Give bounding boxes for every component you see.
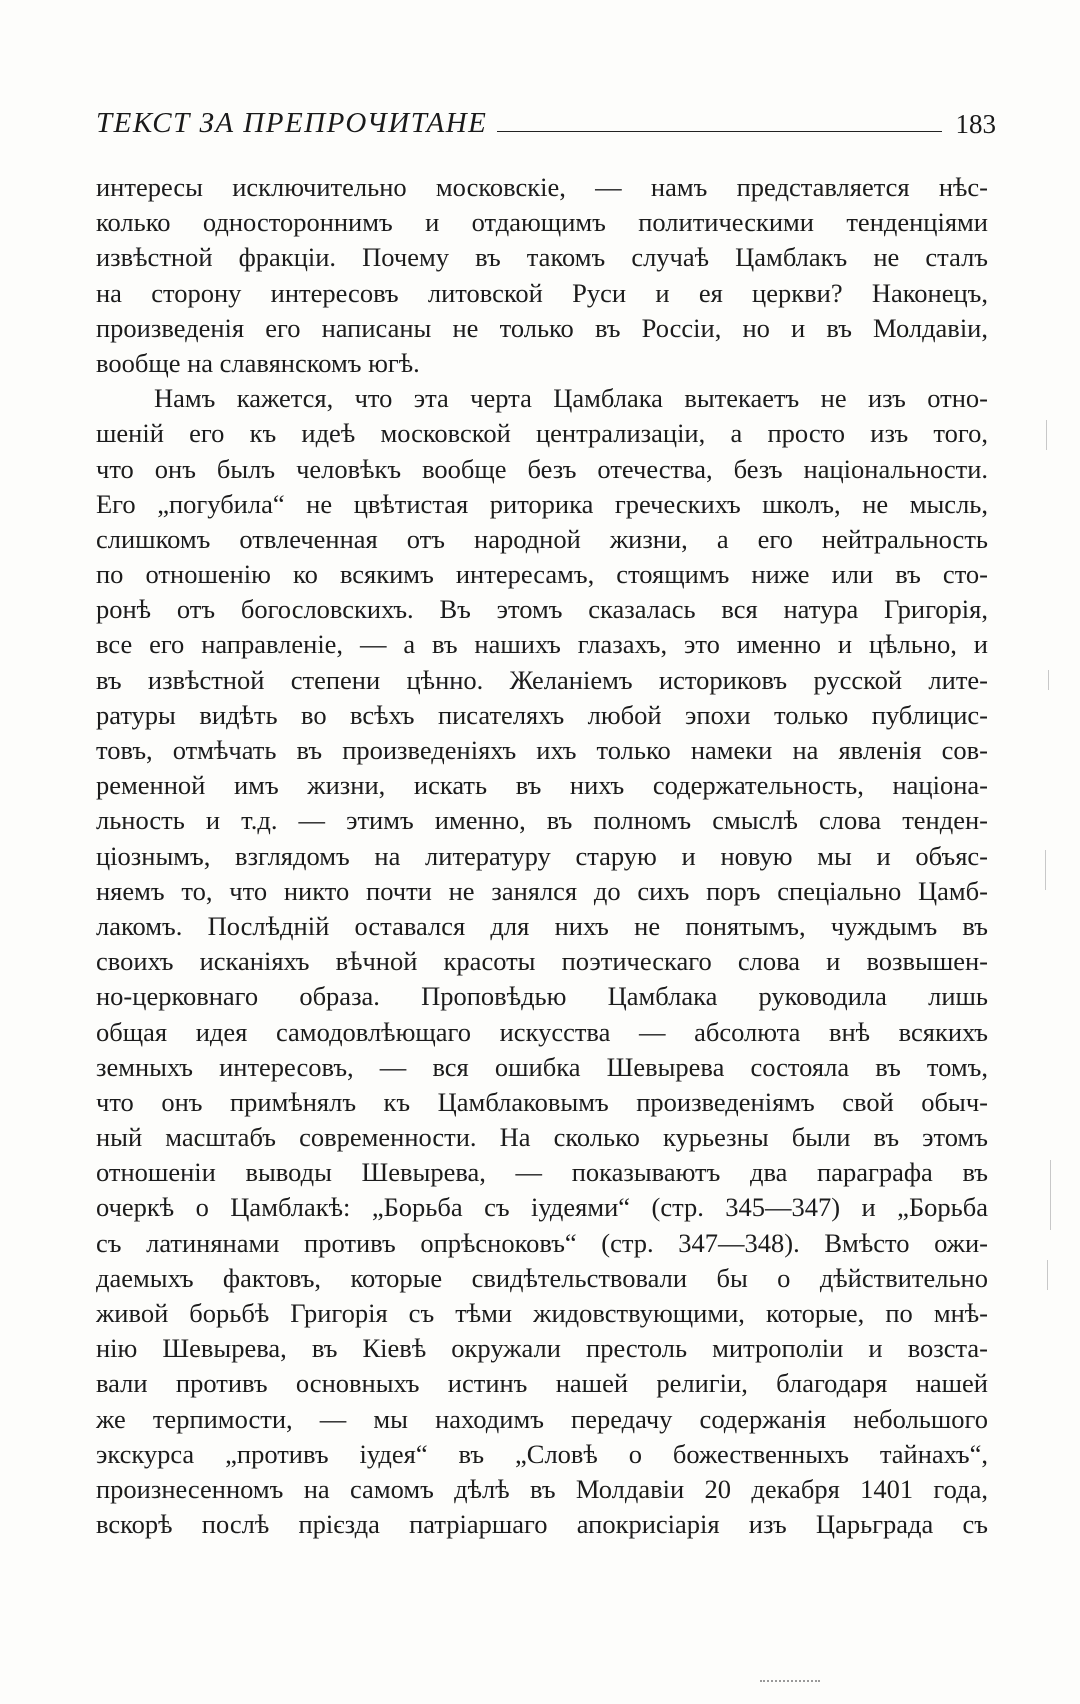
- text-line: вали противъ основныхъ истинъ нашей религіи, благодаря нашей: [96, 1368, 988, 1399]
- text-line: ціознымъ, взглядомъ на литературу старую и новую мы и объяс-: [96, 840, 988, 871]
- scan-margin-marks: [1042, 150, 1062, 1550]
- text-line: своихъ исканіяхъ вѣчной красоты поэтическаго слова и возвышен-: [96, 946, 988, 977]
- text-line: все его направленіе, — а въ нашихъ глазахъ, это именно и цѣльно, и: [96, 629, 988, 660]
- text-line: съ латинянами противъ опрѣсноковъ“ (стр. 347—348). Вмѣсто ожи-: [96, 1227, 988, 1258]
- running-header: [96, 100, 996, 140]
- text-line: отношеніи выводы Шевырева, — показываютъ два параграфа въ: [96, 1157, 988, 1188]
- text-line: въ извѣстной степени цѣнно. Желаніемъ историковъ русской лите-: [96, 664, 988, 695]
- text-line: вскорѣ послѣ прієзда патріаршаго апокрисіарія изъ Царьграда съ: [96, 1509, 988, 1540]
- running-header-title: ТЕКСТ ЗА ПРЕПРОЧИТАНЕ: [96, 107, 488, 139]
- text-line: ратуры видѣть во всѣхъ писателяхъ любой эпохи только публицис-: [96, 699, 988, 730]
- page-number: 183: [955, 109, 996, 139]
- text-line: колько одностороннимъ и отдающимъ политическими тенденціями: [96, 207, 988, 238]
- text-line: вообще на славянскомъ югѣ.: [96, 347, 420, 378]
- text-line: льность и т.д. — этимъ именно, въ полномъ смыслѣ слова тенден-: [96, 805, 988, 836]
- text-line: извѣстной фракціи. Почему въ такомъ случаѣ Цамблакъ не сталъ: [96, 242, 988, 273]
- text-line: произнесенномъ на самомъ дѣлѣ въ Молдавіи 20 декабря 1401 года,: [96, 1473, 988, 1504]
- text-line: интересы исключительно московскіе, — намъ представляется нѣс-: [96, 172, 988, 202]
- text-line: Его „погубила“ не цвѣтистая риторика греческихъ школъ, не мысль,: [96, 488, 988, 519]
- text-line: общая идея самодовлѣющаго искусства — абсолюта внѣ всякихъ: [96, 1016, 988, 1047]
- paragraph: [96, 381, 988, 1542]
- header-rule: [497, 131, 941, 132]
- text-line: на сторону интересовъ литовской Руси и ея церкви? Наконецъ,: [96, 277, 988, 308]
- text-line: ременной имъ жизни, искать въ нихъ содержательность, націона-: [96, 770, 988, 801]
- text-line: товъ, отмѣчать въ произведеніяхъ ихъ только намеки на явленія сов-: [96, 735, 988, 765]
- text-line: же терпимости, — мы находимъ передачу содержанія небольшого: [96, 1403, 988, 1434]
- text-line: слишкомъ отвлеченная отъ народной жизни, а его нейтральность: [96, 523, 988, 554]
- text-line: произведенія его написаны не только въ Россіи, но и въ Молдавіи,: [96, 312, 988, 343]
- text-line: что онъ примѣнялъ къ Цамблаковымъ произведеніямъ свой обыч-: [96, 1086, 988, 1117]
- text-line: по отношенію ко всякимъ интересамъ, стоящимъ ниже или въ сто-: [96, 559, 988, 590]
- text-line: няемъ то, что никто почти не занялся до сихъ поръ спеціально Цамб-: [96, 875, 988, 906]
- text-line: ный масштабъ современности. На сколько курьезны были въ этомъ: [96, 1122, 988, 1153]
- body-text: [96, 170, 988, 1542]
- text-line: но-церковнаго образа. Проповѣдью Цамблака руководила лишь: [96, 981, 988, 1012]
- text-line: экскурса „противъ іудея“ въ „Словѣ о божественныхъ тайнахъ“,: [96, 1438, 988, 1469]
- text-line: Намъ кажется, что эта черта Цамблака вытекаетъ не изъ отно-: [154, 383, 988, 414]
- text-line: очеркѣ о Цамблакѣ: „Борьба съ іудеями“ (стр. 345—347) и „Борьба: [96, 1192, 988, 1223]
- text-line: что онъ былъ человѣкъ вообще безъ отечества, безъ національности.: [96, 453, 988, 484]
- text-line: земныхъ интересовъ, — вся ошибка Шевырева состояла въ томъ,: [96, 1051, 988, 1082]
- text-line: нію Шевырева, въ Кіевѣ окружали престоль митрополіи и возста-: [96, 1333, 988, 1364]
- text-line: живой борьбѣ Григорія съ тѣми жидовствующими, которые, по мнѣ-: [96, 1298, 988, 1328]
- text-line: даемыхъ фактовъ, которые свидѣтельствовали бы о дѣйствительно: [96, 1262, 988, 1293]
- text-line: лакомъ. Послѣдній оставался для нихъ не понятымъ, чуждымъ въ: [96, 910, 988, 941]
- text-line: шеній его къ идеѣ московской централизаціи, а просто изъ того,: [96, 418, 988, 449]
- scan-artifact-dots: [760, 1680, 820, 1685]
- text-line: ронѣ отъ богословскихъ. Въ этомъ сказалась вся натура Григорія,: [96, 594, 988, 625]
- paragraph: [96, 170, 988, 381]
